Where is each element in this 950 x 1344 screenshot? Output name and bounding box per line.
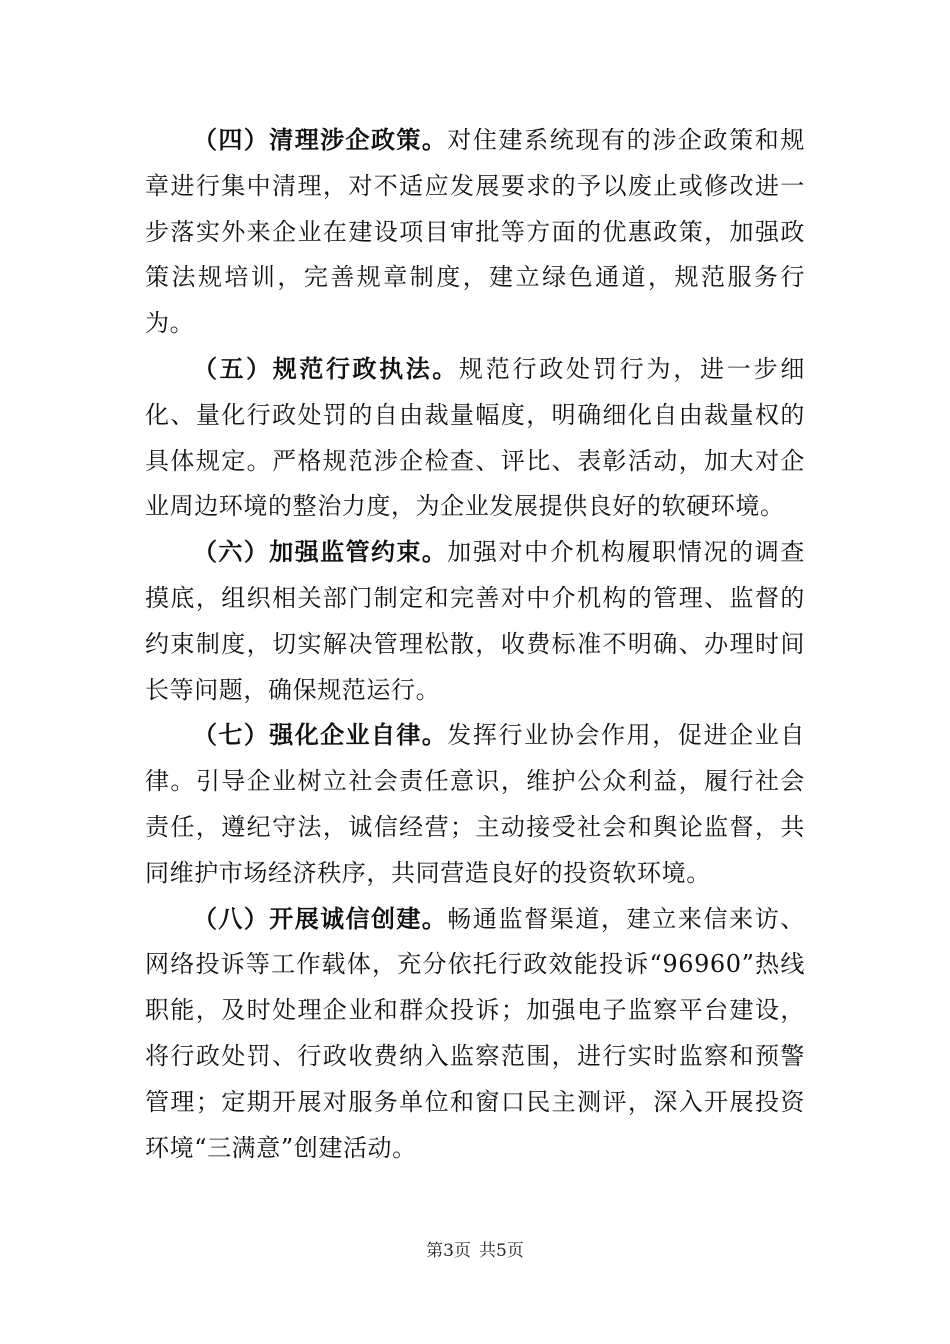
paragraph-text: 发挥行业协会作用，促进企业自律。引导企业树立社会责任意识，维护公众利益，履行社会责任，遵纪守法，诚信经营；主动接受社会和舆论监督，共同维护市场经济秩序，共同营造良好的投资软环境。 [145,721,806,887]
paragraph-8 [145,897,805,1172]
page-total: 共5页 [479,1241,524,1261]
paragraph-text: 对住建系统现有的涉企政策和规章进行集中清理，对不适应发展要求的予以废止或修改进一步落实外来企业在建设项目审批等方面的优惠政策，加强政策法规培训，完善规章制度，建立绿色通道，规范服务行为。 [145,126,806,338]
paragraph-7 [145,713,805,896]
paragraph-5 [145,347,805,530]
paragraph-text: 畅通监督渠道，建立来信来访、网络投诉等工作载体，充分依托行政效能投诉“96960”热线职能，及时处理企业和群众投诉；加强电子监察平台建设，将行政处罚、行政收费纳入监察范围，进行实时监察和预警管理；定期开展对服务单位和窗口民主测评，深入开展投资环境“三满意”创建活动。 [145,904,806,1162]
paragraph-text: 加强对中介机构履职情况的调查摸底，组织相关部门制定和完善对中介机构的管理、监督的约束制度，切实解决管理松散，收费标准不明确、办理时间长等问题，确保规范运行。 [145,538,806,704]
paragraph-text: 规范行政处罚行为，进一步细化、量化行政处罚的自由裁量幅度，明确细化自由裁量权的具体规定。严格规范涉企检查、评比、表彰活动，加大对企业周边环境的整治力度，为企业发展提供良好的软硬环境。 [145,354,805,521]
paragraph-heading: （六）加强监管约束。 [193,538,448,567]
paragraph-6 [145,530,805,713]
document-body [145,118,805,1171]
page-footer [0,1240,950,1262]
paragraph-heading: （四）清理涉企政策。 [193,126,448,154]
paragraph-heading: （七）强化企业自律。 [193,721,448,750]
paragraph-heading: （五）规范行政执法。 [193,354,459,383]
paragraph-4 [145,118,805,347]
paragraph-heading: （八）开展诚信创建。 [193,904,448,933]
page-number: 第3页 [426,1241,471,1261]
